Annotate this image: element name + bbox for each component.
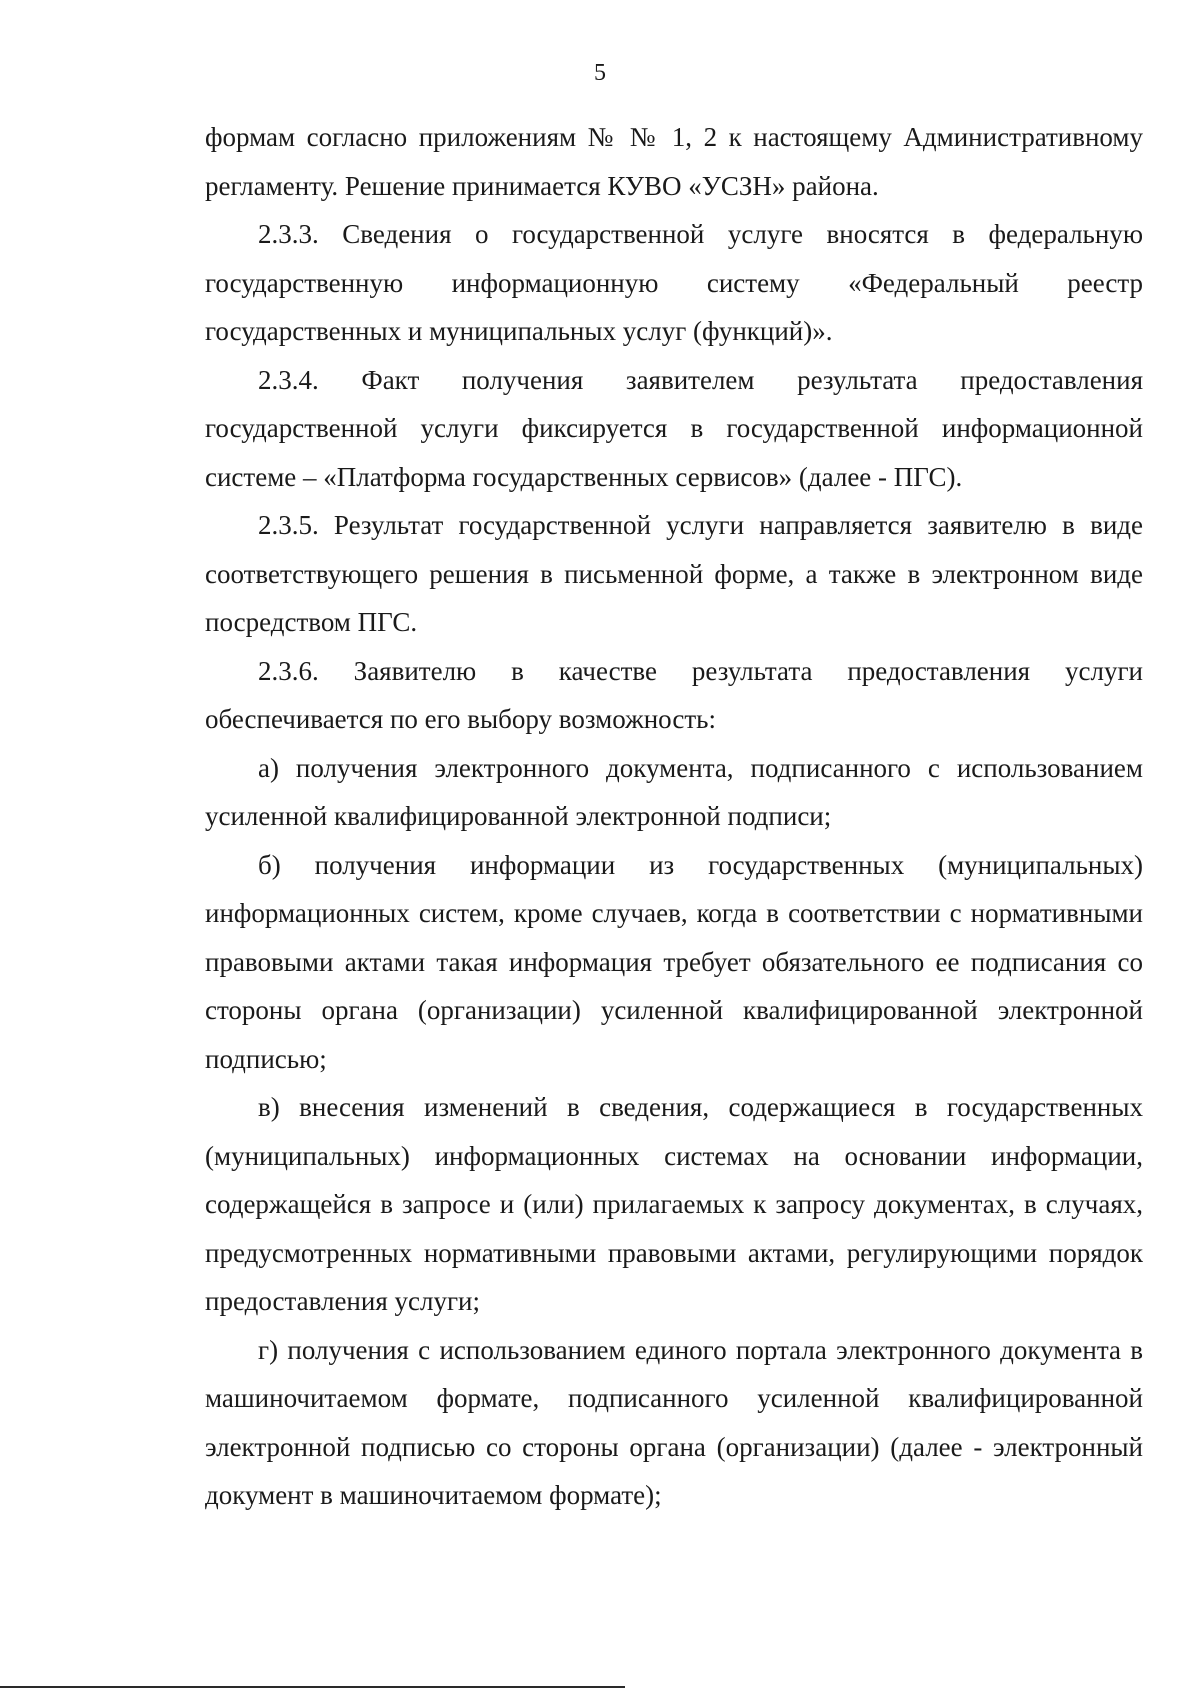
list-item-a: а) получения электронного документа, подписанного с использованием усиленной квалифицированной электронной подписи; bbox=[205, 752, 1143, 831]
paragraph-2-3-3: 2.3.3. Сведения о государственной услуге вносятся в федеральную государственную информационную систему «Федеральный реестр государственных и муниципальных услуг (функций)». bbox=[205, 219, 1143, 346]
document-body bbox=[205, 113, 1143, 1520]
paragraph-2-3-5: 2.3.5. Результат государственной услуги направляется заявителю в виде соответствующего решения в письменной форме, а также в электронном виде посредством ПГС. bbox=[205, 510, 1143, 637]
list-item-g: г) получения с использованием единого портала электронного документа в машиночитаемом формате, подписанного усиленной квалифицированной электронной подписью со стороны органа (организации) (далее - электронный документ в машиночитаемом формате); bbox=[205, 1334, 1143, 1510]
list-item-v: в) внесения изменений в сведения, содержащиеся в государственных (муниципальных) информационных системах на основании информации, содержащейся в запросе и (или) прилагаемых к запросу документах, в случаях, предусмотренных нормативными правовыми актами, регулирующими порядок предоставления услуги; bbox=[205, 1092, 1143, 1316]
list-item-b: б) получения информации из государственных (муниципальных) информационных систем, кроме случаев, когда в соответствии с нормативными правовыми актами такая информация требует обязательного ее подписания со стороны органа (организации) усиленной квалифицированной электронной подписью; bbox=[205, 849, 1143, 1074]
page-number: 5 bbox=[594, 60, 606, 86]
paragraph-2-3-4: 2.3.4. Факт получения заявителем результата предоставления государственной услуги фиксируется в государственной информационной системе – «Платформа государственных сервисов» (далее - ПГС). bbox=[205, 364, 1143, 492]
paragraph-continuation: формам согласно приложениям № № 1, 2 к настоящему Административному регламенту. Решение принимается КУВО «УСЗН» района. bbox=[205, 122, 1143, 201]
scan-edge-line bbox=[0, 1686, 625, 1688]
paragraph-2-3-6: 2.3.6. Заявителю в качестве результата предоставления услуги обеспечивается по его выбору возможность: bbox=[205, 655, 1143, 734]
